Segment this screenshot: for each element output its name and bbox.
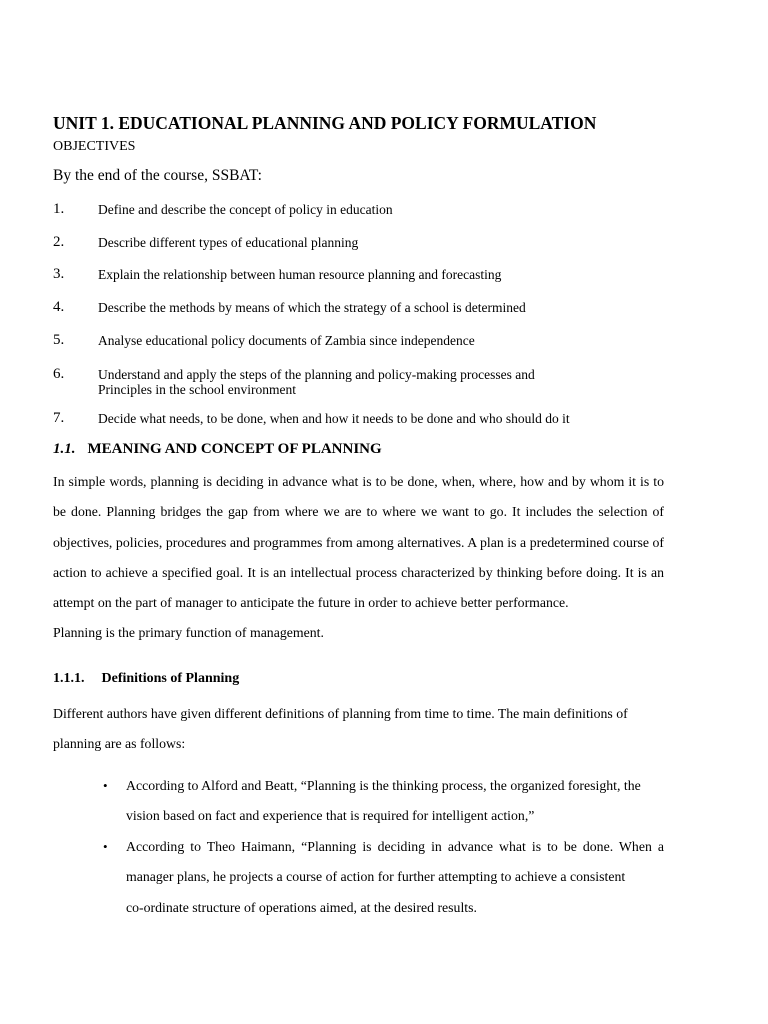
section-title: Definitions of Planning <box>101 671 240 686</box>
objective-text: Analyse educational policy documents of Zambia since independence <box>98 333 475 348</box>
section-heading-1-1-1 <box>53 671 239 687</box>
definition-text: According to Alford and Beatt, “Planning is the thinking process, the organized foresight, the <box>126 778 641 793</box>
objectives-heading: OBJECTIVES <box>53 139 136 154</box>
objective-text: Describe different types of educational planning <box>98 235 359 250</box>
section-heading-1-1 <box>53 441 382 458</box>
objective-text: Define and describe the concept of policy in education <box>98 202 393 217</box>
definition-text-line-2: manager plans, he projects a course of action for further attempting to achieve a consistent <box>126 869 626 885</box>
objective-number: 7. <box>53 410 65 426</box>
definition-item <box>126 832 664 923</box>
objective-text: Understand and apply the steps of the planning and policy-making processes and <box>98 367 535 382</box>
section-number: 1.1. <box>53 441 76 457</box>
objective-number: 5. <box>53 332 65 348</box>
objective-text: Describe the methods by means of which the strategy of a school is determined <box>98 300 526 315</box>
definition-text-last-line: vision based on fact and experience that is required for intelligent action,” <box>126 808 535 824</box>
definition-text: According to Theo Haimann, “Planning is deciding in advance what is to be done. When a <box>126 839 664 854</box>
paragraph-body: In simple words, planning is deciding in advance what is to be done, when, where, how and by whom it is to be done. Planning bridges the gap from where we are to where we want to go. It includes the selection of objectives, policies, procedures and programmes from among alternatives. A plan is a predetermined course of action to achieve a specified goal. It is an intellectual process characterized by thinking before doing. It is an attempt on the part of manager to anticipate the future in order to achieve better performance. <box>53 474 664 611</box>
definition-text-line-3: co-ordinate structure of operations aimed, at the desired results. <box>126 899 477 915</box>
objective-text: Explain the relationship between human resource planning and forecasting <box>98 267 502 282</box>
paragraph-last-line: planning are as follows: <box>53 736 186 752</box>
section-number: 1.1.1. <box>53 671 85 686</box>
intro-text: By the end of the course, SSBAT: <box>53 167 262 184</box>
paragraph-body: Different authors have given different definitions of planning from time to time. The main definitions of <box>53 706 628 721</box>
objective-text: Decide what needs, to be done, when and how it needs to be done and who should do it <box>98 411 570 426</box>
objective-number: 3. <box>53 266 65 282</box>
bullet-icon: • <box>103 839 108 854</box>
definition-item <box>126 771 664 832</box>
section-title: MEANING AND CONCEPT OF PLANNING <box>87 441 382 457</box>
objective-number: 4. <box>53 299 65 315</box>
paragraph-last-line: Planning is the primary function of management. <box>53 625 324 641</box>
unit-title: UNIT 1. EDUCATIONAL PLANNING AND POLICY FORMULATION <box>53 113 597 133</box>
objective-number: 6. <box>53 366 65 382</box>
objective-number: 1. <box>53 201 65 217</box>
objective-number: 2. <box>53 234 65 250</box>
planning-meaning-paragraph <box>53 467 664 649</box>
bullet-icon: • <box>103 778 108 793</box>
definitions-intro-paragraph <box>53 699 664 760</box>
objective-text-continued: Principles in the school environment <box>98 382 296 397</box>
